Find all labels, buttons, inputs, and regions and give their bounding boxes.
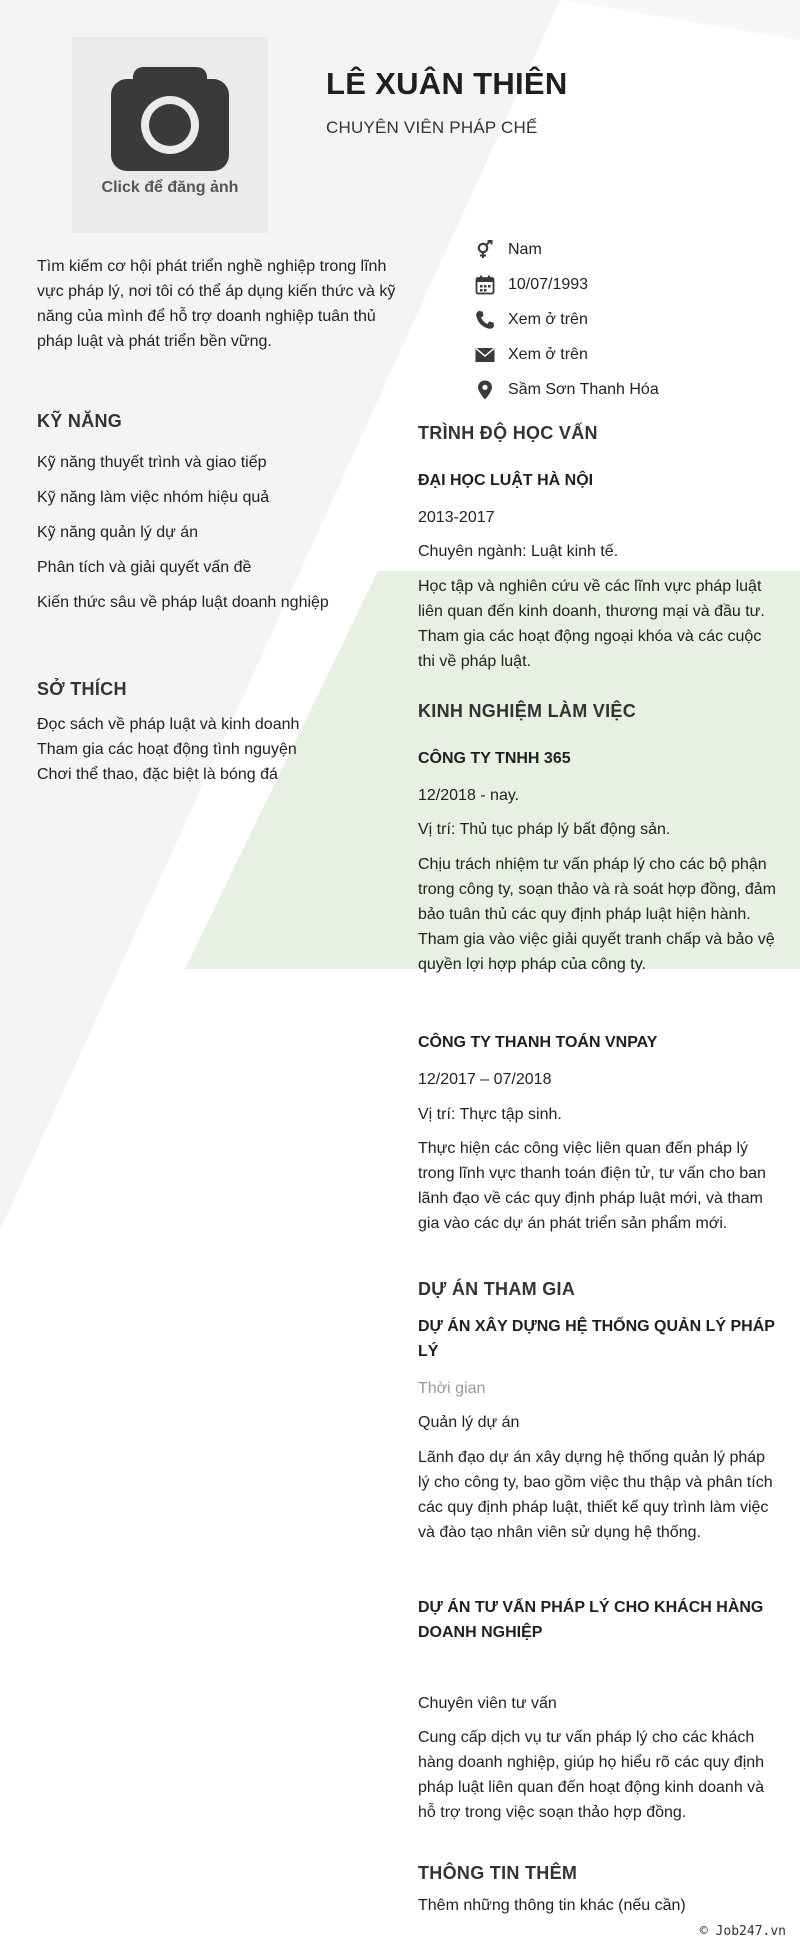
skills-list bbox=[37, 450, 339, 625]
education-major: Chuyên ngành: Luật kinh tế. bbox=[418, 543, 619, 560]
extra-info-title: THÔNG TIN THÊM bbox=[418, 1863, 578, 1883]
skills-title: KỸ NĂNG bbox=[37, 411, 123, 431]
skill-item: Kỹ năng thuyết trình và giao tiếp bbox=[37, 454, 267, 471]
education-period: 2013-2017 bbox=[418, 509, 495, 526]
job-period: 12/2017 – 07/2018 bbox=[418, 1071, 552, 1088]
contact-gender bbox=[474, 232, 794, 267]
location-icon bbox=[475, 380, 495, 400]
job-period: 12/2018 - nay. bbox=[418, 787, 520, 804]
job-description: Thực hiện các công việc liên quan đến pháp lý trong lĩnh vực thanh toán điện tử, tư vấn cho ban lãnh đạo về các quy định pháp luật mới, và tham gia vào các dự án phát triển sản phẩm mới. bbox=[418, 1140, 766, 1232]
camera-icon bbox=[111, 67, 229, 171]
contact-address bbox=[474, 372, 794, 407]
project-description: Lãnh đạo dự án xây dựng hệ thống quản lý pháp lý cho công ty, bao gồm việc thu thập và phân tích các quy định pháp luật, thiết kế quy trình làm việc và đào tạo nhân viên sử dụng hệ thống. bbox=[418, 1449, 773, 1541]
project-description: Cung cấp dịch vụ tư vấn pháp lý cho các khách hàng doanh nghiệp, giúp họ hiểu rõ các quy định pháp luật liên quan đến hoạt động kinh doanh và hỗ trợ trong việc soạn thảo hợp đồng. bbox=[418, 1729, 765, 1821]
birthday-value: 10/07/1993 bbox=[508, 275, 589, 293]
project-name: DỰ ÁN XÂY DỰNG HỆ THỐNG QUẢN LÝ PHÁP LÝ bbox=[418, 1318, 775, 1360]
project-time: Thời gian bbox=[418, 1380, 486, 1397]
contact-phone bbox=[474, 302, 794, 337]
job-company: CÔNG TY THANH TOÁN VNPAY bbox=[418, 1034, 658, 1051]
job-description: Chịu trách nhiệm tư vấn pháp lý cho các bộ phận trong công ty, soạn thảo và rà soát hợp đồng, đảm bảo tuân thủ các quy định pháp luật hiện hành. Tham gia vào việc giải quyết tranh chấp và bảo vệ quyền lợi hợp pháp của công ty. bbox=[418, 856, 776, 973]
calendar-icon bbox=[475, 275, 495, 295]
project-role: Quản lý dự án bbox=[418, 1414, 520, 1431]
watermark: © Job247.vn bbox=[699, 1924, 786, 1939]
email-icon bbox=[475, 345, 495, 365]
education-school: ĐẠI HỌC LUẬT HÀ NỘI bbox=[418, 472, 594, 489]
experience-title: KINH NGHIỆM LÀM VIỆC bbox=[418, 701, 637, 721]
extra-info-text: Thêm những thông tin khác (nếu cần) bbox=[418, 1897, 686, 1914]
hobby-item: Đọc sách về pháp luật và kinh doanh bbox=[37, 716, 300, 733]
education-description: Học tập và nghiên cứu về các lĩnh vực pháp luật liên quan đến kinh doanh, thương mại và đầu tư. Tham gia các hoạt động ngoại khóa và các cuộc thi về pháp luật. bbox=[418, 578, 765, 670]
project-role: Chuyên viên tư vấn bbox=[418, 1695, 557, 1712]
phone-icon bbox=[475, 310, 495, 330]
contact-info bbox=[474, 232, 794, 407]
skill-item: Kiến thức sâu về pháp luật doanh nghiệp bbox=[37, 594, 329, 611]
skill-item: Phân tích và giải quyết vấn đề bbox=[37, 559, 252, 576]
career-objective: Tìm kiếm cơ hội phát triển nghề nghiệp trong lĩnh vực pháp lý, nơi tôi có thể áp dụng kiến thức và kỹ năng của mình để hỗ trợ doanh nghiệp tuân thủ pháp luật và phát triển bền vững. bbox=[37, 258, 396, 350]
phone-value: Xem ở trên bbox=[508, 310, 588, 328]
job-title: CHUYÊN VIÊN PHÁP CHẾ bbox=[326, 118, 538, 137]
hobbies-list bbox=[37, 712, 377, 787]
address-value: Sầm Sơn Thanh Hóa bbox=[508, 380, 659, 398]
skill-item: Kỹ năng quản lý dự án bbox=[37, 524, 199, 541]
email-value: Xem ở trên bbox=[508, 345, 588, 363]
job-position: Vị trí: Thủ tục pháp lý bất động sản. bbox=[418, 821, 671, 838]
contact-email bbox=[474, 337, 794, 372]
project-name: DỰ ÁN TƯ VẤN PHÁP LÝ CHO KHÁCH HÀNG DOANH NGHIỆP bbox=[418, 1599, 764, 1641]
hobby-item: Chơi thể thao, đặc biệt là bóng đá bbox=[37, 766, 278, 783]
job-position: Vị trí: Thực tập sinh. bbox=[418, 1106, 562, 1123]
gender-icon bbox=[475, 240, 495, 260]
profile-photo-upload[interactable] bbox=[72, 37, 268, 233]
hobbies-title: SỞ THÍCH bbox=[37, 679, 127, 699]
projects-title: DỰ ÁN THAM GIA bbox=[418, 1279, 576, 1299]
photo-caption: Click để đăng ảnh bbox=[101, 179, 239, 196]
top-right-light-triangle bbox=[560, 0, 800, 40]
education-title: TRÌNH ĐỘ HỌC VẤN bbox=[418, 423, 598, 443]
job-company: CÔNG TY TNHH 365 bbox=[418, 750, 571, 767]
candidate-name: LÊ XUÂN THIÊN bbox=[326, 66, 568, 101]
gender-value: Nam bbox=[508, 240, 542, 258]
hobby-item: Tham gia các hoạt động tình nguyện bbox=[37, 741, 297, 758]
contact-birthday bbox=[474, 267, 794, 302]
skill-item: Kỹ năng làm việc nhóm hiệu quả bbox=[37, 489, 270, 506]
